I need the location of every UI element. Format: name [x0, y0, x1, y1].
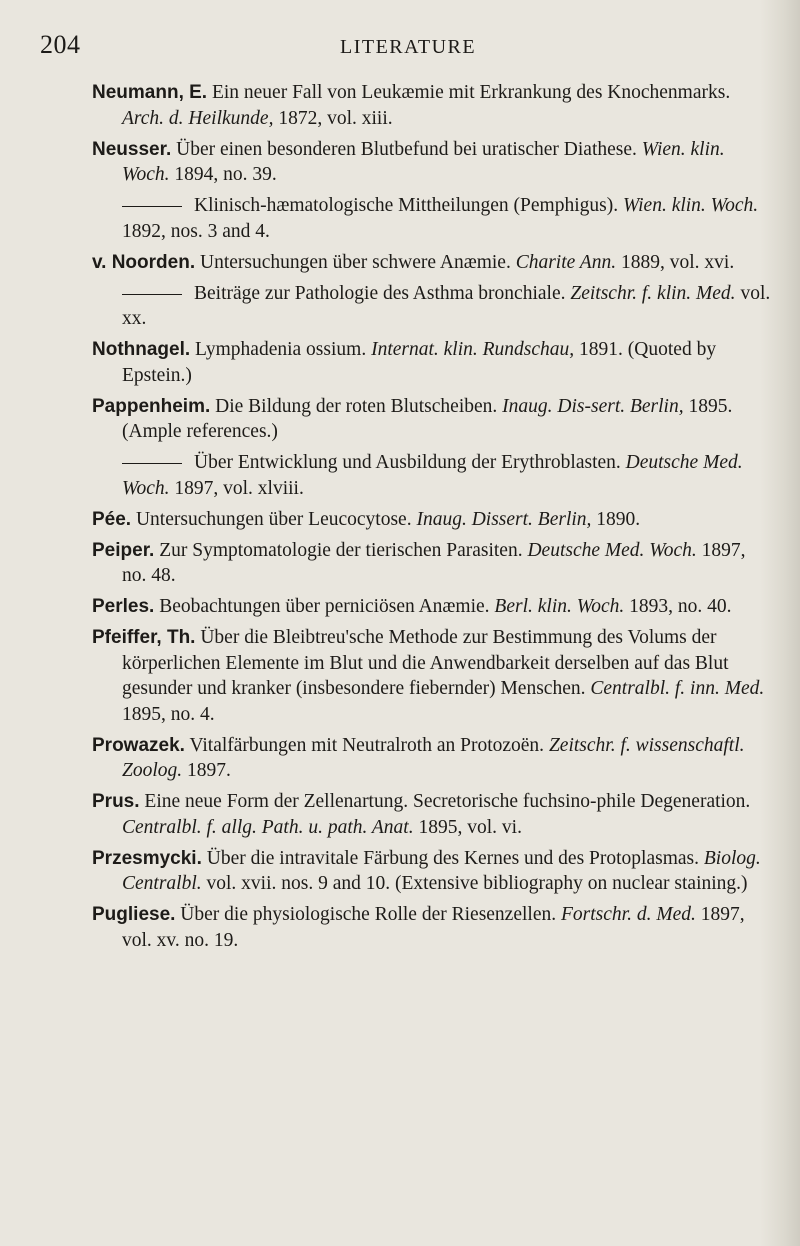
- bibliography-entry: [92, 80, 772, 131]
- entry-source: Deutsche Med. Woch.: [122, 452, 743, 499]
- entry-author: Prus.: [92, 791, 140, 812]
- entry-title: Vitalfärbungen mit Neutralroth an Protozoën.: [184, 734, 549, 756]
- entry-source: Biolog. Centralbl.: [122, 847, 761, 894]
- entry-author: Przesmycki.: [92, 847, 202, 869]
- entry-title: Beiträge zur Pathologie des Asthma bronchiale.: [194, 282, 571, 304]
- entry-title: Über Entwicklung und Ausbildung der Erythroblasten.: [194, 452, 626, 473]
- bibliography-entry: [92, 337, 772, 388]
- bibliography-entry: [92, 193, 772, 244]
- entry-details: 1895, vol. vi.: [413, 816, 522, 838]
- entry-title: Über die intravitale Färbung des Kernes und des Protoplasmas.: [201, 847, 704, 869]
- entry-details: 1890.: [591, 508, 641, 530]
- entry-source: Zeitschr. f. klin. Med.: [570, 282, 736, 304]
- entry-title: Zur Symptomatologie der tierischen Parasiten.: [154, 539, 528, 561]
- entry-title: Eine neue Form der Zellenartung. Secretorische fuchsino-phile Degeneration.: [139, 791, 751, 812]
- entry-details: 1893, no. 40.: [624, 596, 732, 617]
- entry-title: Über einen besonderen Blutbefund bei uratischer Diathese.: [171, 138, 642, 160]
- entry-details: 1897, vol. xlviii.: [169, 477, 304, 499]
- entry-author: Nothnagel.: [92, 339, 191, 360]
- entry-source: Arch. d. Heilkunde,: [122, 107, 274, 129]
- entry-source: Charite Ann.: [515, 251, 617, 273]
- entry-title: Untersuchungen über Leucocytose.: [131, 508, 417, 530]
- bibliography-entry: [92, 789, 772, 840]
- entry-source: Inaug. Dissert. Berlin,: [416, 508, 592, 530]
- entry-details: 1895. (Ample references.): [122, 395, 733, 442]
- bibliography-entry: [92, 394, 772, 445]
- entry-details: vol. xvii. nos. 9 and 10. (Extensive bibliography on nuclear staining.): [201, 873, 748, 894]
- entry-title: Über die Bleibtreu'sche Methode zur Bestimmung des Volums der körperlichen Elemente im Blut und die Anwendbarkeit derselben auf das Blut gesunder und kranker (insbesondere fiebernder) Menschen.: [122, 627, 729, 699]
- entry-details: 1895, no. 4.: [122, 703, 215, 725]
- entry-source: Centralbl. f. inn. Med.: [590, 678, 765, 699]
- entry-title: Beobachtungen über perniciösen Anæmie.: [154, 596, 495, 617]
- entry-details: 1894, no. 39.: [169, 164, 277, 185]
- entry-author: Neumann, E.: [92, 82, 208, 103]
- entry-author: Prowazek.: [92, 734, 185, 756]
- bibliography-entry: [92, 902, 772, 953]
- entry-author: Pée.: [92, 508, 132, 530]
- entry-source: Deutsche Med. Woch.: [527, 539, 697, 561]
- entry-source: Wien. klin. Woch.: [122, 138, 725, 185]
- entry-details: 1892, nos. 3 and 4.: [122, 220, 270, 242]
- ditto-dash: [122, 463, 182, 464]
- bibliography-entry: [92, 507, 772, 533]
- entry-source: Centralbl. f. allg. Path. u. path. Anat.: [122, 816, 414, 838]
- entry-author: Neusser.: [92, 138, 172, 160]
- bibliography-entry: [92, 450, 772, 501]
- page-header: [40, 30, 740, 64]
- entry-source: Inaug. Dis-sert. Berlin,: [502, 395, 684, 417]
- entry-author: Perles.: [92, 596, 155, 617]
- entry-details: 1891. (Quoted by Epstein.): [122, 339, 717, 386]
- entry-details: 1897.: [182, 760, 231, 781]
- entry-source: Fortschr. d. Med.: [561, 904, 696, 925]
- entry-title: Ein neuer Fall von Leukæmie mit Erkrankung des Knochenmarks.: [207, 82, 731, 103]
- entry-author: Pugliese.: [92, 904, 176, 925]
- entry-source: Zeitschr. f. wissenschaftl. Zoolog.: [122, 734, 745, 781]
- entry-source: Berl. klin. Woch.: [494, 596, 625, 617]
- bibliography-entry: [92, 733, 772, 784]
- entry-author: Peiper.: [92, 539, 155, 561]
- ditto-dash: [122, 206, 182, 207]
- bibliography-entry: [92, 594, 772, 620]
- page-number: 204: [40, 30, 81, 59]
- entry-details: 1897, vol. xv. no. 19.: [122, 904, 745, 951]
- entry-details: vol. xx.: [122, 282, 771, 329]
- bibliography-entry: [92, 625, 772, 727]
- entry-details: 1897, no. 48.: [122, 539, 746, 586]
- entry-author: Pfeiffer, Th.: [92, 627, 196, 648]
- entry-title: Lymphadenia ossium.: [190, 339, 372, 360]
- bibliography-entry: [92, 137, 772, 188]
- entry-title: Über die physiologische Rolle der Riesenzellen.: [175, 904, 561, 925]
- bibliography-entry: [92, 846, 772, 897]
- ditto-dash: [122, 294, 182, 295]
- entry-title: Untersuchungen über schwere Anæmie.: [195, 251, 516, 273]
- entry-details: 1889, vol. xvi.: [616, 251, 735, 273]
- entry-source: Internat. klin. Rundschau,: [371, 339, 575, 360]
- entry-details: 1872, vol. xiii.: [273, 107, 393, 129]
- bibliography-entry: [92, 250, 772, 276]
- entry-author: Pappenheim.: [92, 395, 211, 417]
- entry-source: Wien. klin. Woch.: [622, 195, 759, 216]
- entry-title: Klinisch-hæmatologische Mittheilungen (Pemphigus).: [194, 195, 623, 216]
- entry-title: Die Bildung der roten Blutscheiben.: [210, 395, 503, 417]
- bibliography-entry: [92, 538, 772, 589]
- entry-author: v. Noorden.: [92, 251, 196, 273]
- bibliography-list: [92, 80, 772, 959]
- bibliography-entry: [92, 281, 772, 332]
- running-head: LITERATURE: [340, 36, 477, 58]
